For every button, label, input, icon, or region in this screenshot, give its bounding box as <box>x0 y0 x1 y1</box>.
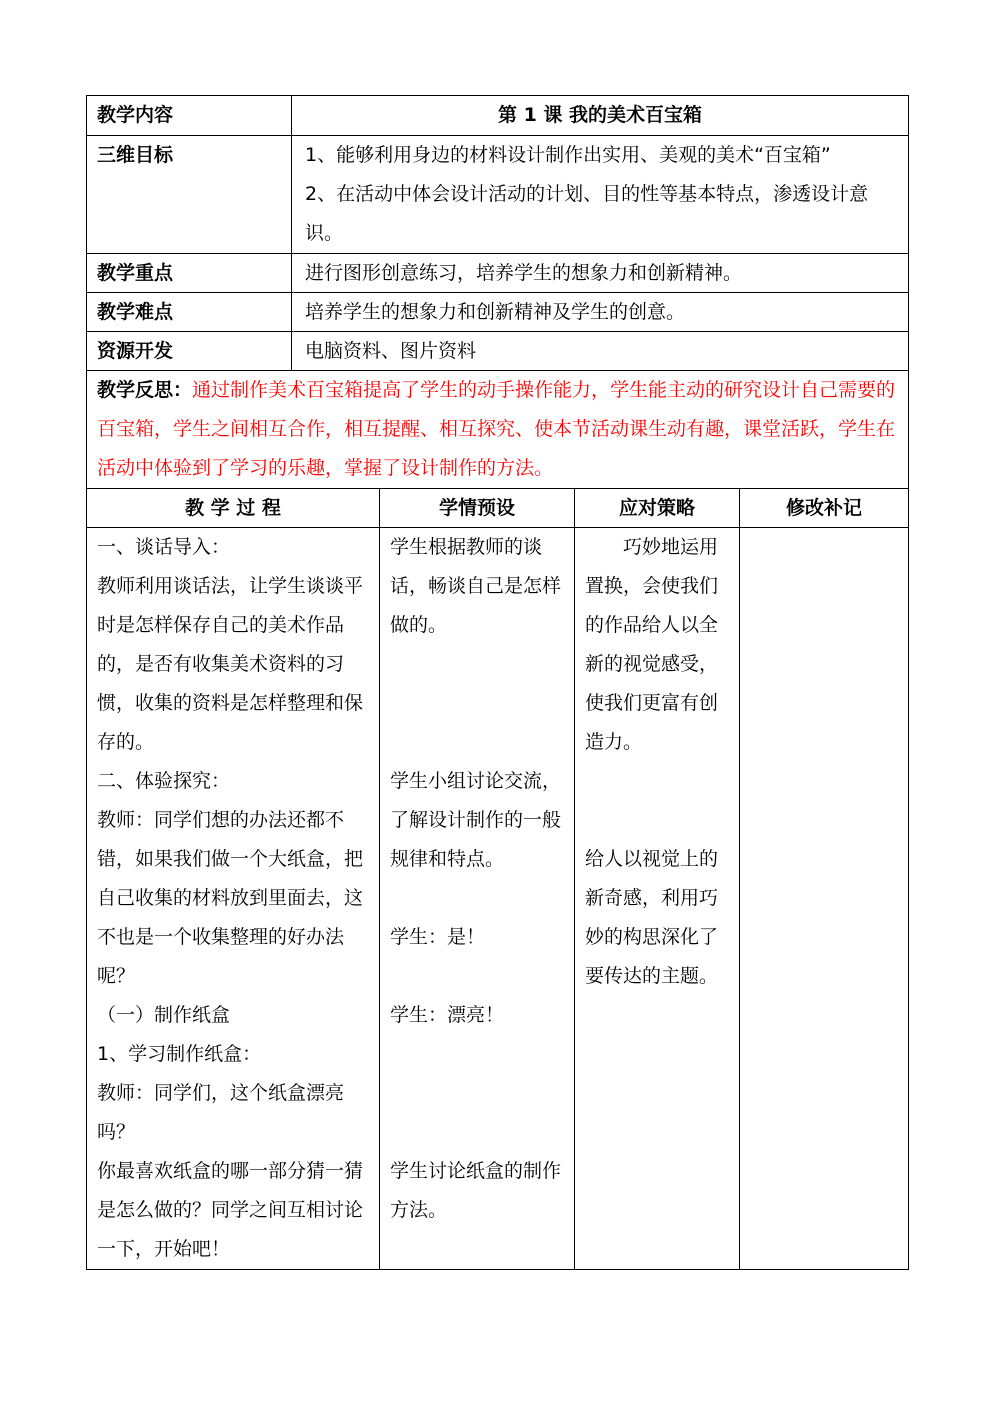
process-cell <box>87 528 380 1270</box>
reflection-text: 通过制作美术百宝箱提高了学生的动手操作能力，学生能主动的研究设计自己需要的百宝箱，学生之间相互合作，相互提醒、相互探究、使本节活动课生动有趣，课堂活跃，学生在活动中体验到了学习的乐趣，掌握了设计制作的方法。 <box>97 379 896 479</box>
student-response-3: 学生：是！ <box>390 926 486 948</box>
student-response-4: 学生：漂亮！ <box>390 1004 505 1026</box>
strategy-note-1: 巧妙地运用置换，会使我们的作品给人以全新的视觉感受，使我们更富有创造力。 <box>585 536 719 753</box>
strategy-note-2: 给人以视觉上的新奇感，利用巧妙的构思深化了要传达的主题。 <box>585 848 719 987</box>
resources-label: 资源开发 <box>87 332 292 371</box>
row-key-point <box>87 254 909 293</box>
lesson-title: 第 1 课 我的美术百宝箱 <box>292 96 909 136</box>
row-reflection <box>87 371 909 489</box>
goal-item-1: 1、能够利用身边的材料设计制作出实用、美观的美术“百宝箱” <box>305 144 831 166</box>
section-2-title: 二、体验探究： <box>97 770 231 792</box>
header-revision: 修改补记 <box>740 489 909 528</box>
row-goals <box>87 136 909 254</box>
header-process: 教 学 过 程 <box>87 489 380 528</box>
strategy-cell <box>575 528 740 1270</box>
goals-cell <box>292 136 909 254</box>
row-resources <box>87 332 909 371</box>
header-student: 学情预设 <box>380 489 575 528</box>
section-3-question-2: 你最喜欢纸盒的哪一部分猜一猜是怎么做的？同学之间互相讨论一下，开始吧！ <box>97 1160 364 1260</box>
section-3-title: （一）制作纸盒 <box>97 1004 231 1026</box>
lesson-plan-table <box>86 95 909 1270</box>
reflection-cell <box>87 371 909 489</box>
goals-label: 三维目标 <box>87 136 292 254</box>
key-point-label: 教学重点 <box>87 254 292 293</box>
row-difficulty <box>87 293 909 332</box>
lesson-plan-page <box>86 95 908 1270</box>
header-strategy: 应对策略 <box>575 489 740 528</box>
reflection-label: 教学反思： <box>97 379 193 401</box>
row-process-body <box>87 528 909 1270</box>
row-content <box>87 96 909 136</box>
section-2-body: 教师：同学们想的办法还都不错，如果我们做一个大纸盒，把自己收集的材料放到里面去，这不也是一个收集整理的好办法呢？ <box>97 809 364 987</box>
row-process-headers <box>87 489 909 528</box>
section-3-question-1: 教师：同学们，这个纸盒漂亮吗？ <box>97 1082 345 1143</box>
section-1-body: 教师利用谈话法，让学生谈谈平时是怎样保存自己的美术作品的，是否有收集美术资料的习惯，收集的资料是怎样整理和保存的。 <box>97 575 364 753</box>
student-response-1: 学生根据教师的谈话，畅谈自己是怎样做的。 <box>390 536 562 636</box>
difficulty-value: 培养学生的想象力和创新精神及学生的创意。 <box>292 293 909 332</box>
goal-item-2: 2、在活动中体会设计活动的计划、目的性等基本特点，渗透设计意识。 <box>305 183 869 244</box>
section-3-sub: 1、学习制作纸盒： <box>97 1043 262 1065</box>
student-response-5: 学生讨论纸盒的制作方法。 <box>390 1160 562 1221</box>
section-1-title: 一、谈话导入： <box>97 536 231 558</box>
difficulty-label: 教学难点 <box>87 293 292 332</box>
revision-cell <box>740 528 909 1270</box>
resources-value: 电脑资料、图片资料 <box>292 332 909 371</box>
content-label: 教学内容 <box>87 96 292 136</box>
key-point-value: 进行图形创意练习，培养学生的想象力和创新精神。 <box>292 254 909 293</box>
student-response-2: 学生小组讨论交流，了解设计制作的一般规律和特点。 <box>390 770 562 870</box>
student-cell <box>380 528 575 1270</box>
